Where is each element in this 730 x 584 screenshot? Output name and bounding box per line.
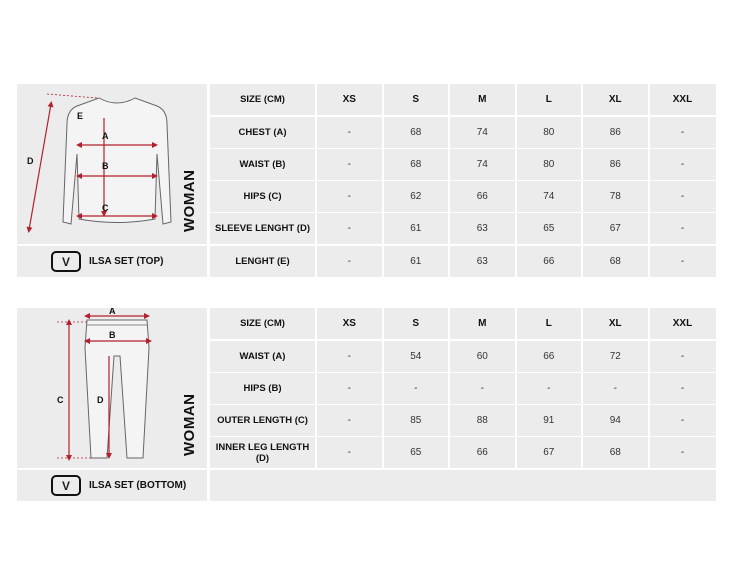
cell-value: 65 [384,437,449,468]
cell-value: 67 [583,213,648,244]
product-name: ILSA SET (BOTTOM) [89,480,187,491]
empty-footer-cell [210,470,716,501]
cell-value: - [317,246,382,277]
measure-letter-a: A [109,308,116,316]
header-s: S [384,308,449,339]
measure-letter-d: D [27,156,34,166]
cell-value: - [517,373,582,404]
cell-value: 68 [583,246,648,277]
cell-value: 66 [450,181,515,212]
header-xl: XL [583,308,648,339]
header-m: M [450,84,515,115]
table-row [210,213,716,244]
cell-value: 66 [517,341,582,372]
cell-value: 94 [583,405,648,436]
row-label: SLEEVE LENGHT (D) [210,213,315,244]
cell-value: 66 [517,246,582,277]
cell-value: 91 [517,405,582,436]
cell-value: - [583,373,648,404]
cell-value: 63 [450,213,515,244]
top-size-chart [17,84,716,277]
long-sleeve-top-diagram [17,84,207,244]
cell-value: 80 [517,149,582,180]
header-l: L [517,308,582,339]
cell-value: - [650,117,716,148]
cell-value: - [450,373,515,404]
table-row [210,373,716,404]
measure-letter-b: B [109,330,116,340]
table-row [210,246,716,277]
row-label: WAIST (B) [210,149,315,180]
measure-letter-e: E [77,111,84,121]
cell-value: 68 [583,437,648,468]
cell-value: - [317,341,382,372]
cell-value: 74 [450,149,515,180]
table-row [210,341,716,372]
bottom-illustration [17,308,207,468]
cell-value: - [317,213,382,244]
cell-value: - [650,181,716,212]
cell-value: 68 [384,149,449,180]
bottom-size-chart [17,308,716,501]
row-label: CHEST (A) [210,117,315,148]
brand-v-logo-icon: V [51,251,81,272]
header-xs: XS [317,84,382,115]
header-row [210,84,716,115]
table-row [210,181,716,212]
row-label: LENGHT (E) [210,246,315,277]
cell-value: - [317,437,382,468]
cell-value: 65 [517,213,582,244]
row-label: HIPS (B) [210,373,315,404]
gender-label: WOMAN [181,169,198,232]
cell-value: 68 [384,117,449,148]
header-size: SIZE (CM) [210,84,315,115]
header-row [210,308,716,339]
cell-value: 78 [583,181,648,212]
cell-value: 62 [384,181,449,212]
measure-letter-c: C [102,203,109,213]
row-label: WAIST (A) [210,341,315,372]
table-row [210,437,716,468]
cell-value: 88 [450,405,515,436]
cell-value: 60 [450,341,515,372]
cell-value: 74 [450,117,515,148]
brand-v-logo-icon: V [51,475,81,496]
measure-letter-a: A [102,131,109,141]
cell-value: 85 [384,405,449,436]
product-brand [17,246,207,277]
header-m: M [450,308,515,339]
row-label: HIPS (C) [210,181,315,212]
cell-value: 86 [583,149,648,180]
header-xs: XS [317,308,382,339]
table-row [210,149,716,180]
cell-value: - [650,149,716,180]
product-brand [17,470,207,501]
cell-value: - [650,373,716,404]
cell-value: 74 [517,181,582,212]
cell-value: 63 [450,246,515,277]
cell-value: - [317,149,382,180]
measure-letter-b: B [102,161,109,171]
header-l: L [517,84,582,115]
header-xxl: XXL [650,84,716,115]
gender-label: WOMAN [181,393,198,456]
cell-value: - [650,213,716,244]
cell-value: 54 [384,341,449,372]
cell-value: 61 [384,246,449,277]
measure-letter-c: C [57,395,64,405]
row-label: INNER LEG LENGTH (D) [210,437,315,468]
measure-letter-d: D [97,395,104,405]
cell-value: 80 [517,117,582,148]
cell-value: 72 [583,341,648,372]
cell-value: - [317,117,382,148]
cell-value: 86 [583,117,648,148]
header-xl: XL [583,84,648,115]
table-row [210,405,716,436]
leggings-diagram [17,308,207,468]
header-s: S [384,84,449,115]
cell-value: - [384,373,449,404]
cell-value: - [650,437,716,468]
cell-value: - [650,246,716,277]
cell-value: - [650,341,716,372]
cell-value: - [650,405,716,436]
header-xxl: XXL [650,308,716,339]
cell-value: - [317,405,382,436]
table-row [210,117,716,148]
row-label: OUTER LENGTH (C) [210,405,315,436]
cell-value: 66 [450,437,515,468]
cell-value: - [317,181,382,212]
product-name: ILSA SET (TOP) [89,256,164,267]
top-illustration [17,84,207,244]
cell-value: 61 [384,213,449,244]
cell-value: - [317,373,382,404]
cell-value: 67 [517,437,582,468]
header-size: SIZE (CM) [210,308,315,339]
